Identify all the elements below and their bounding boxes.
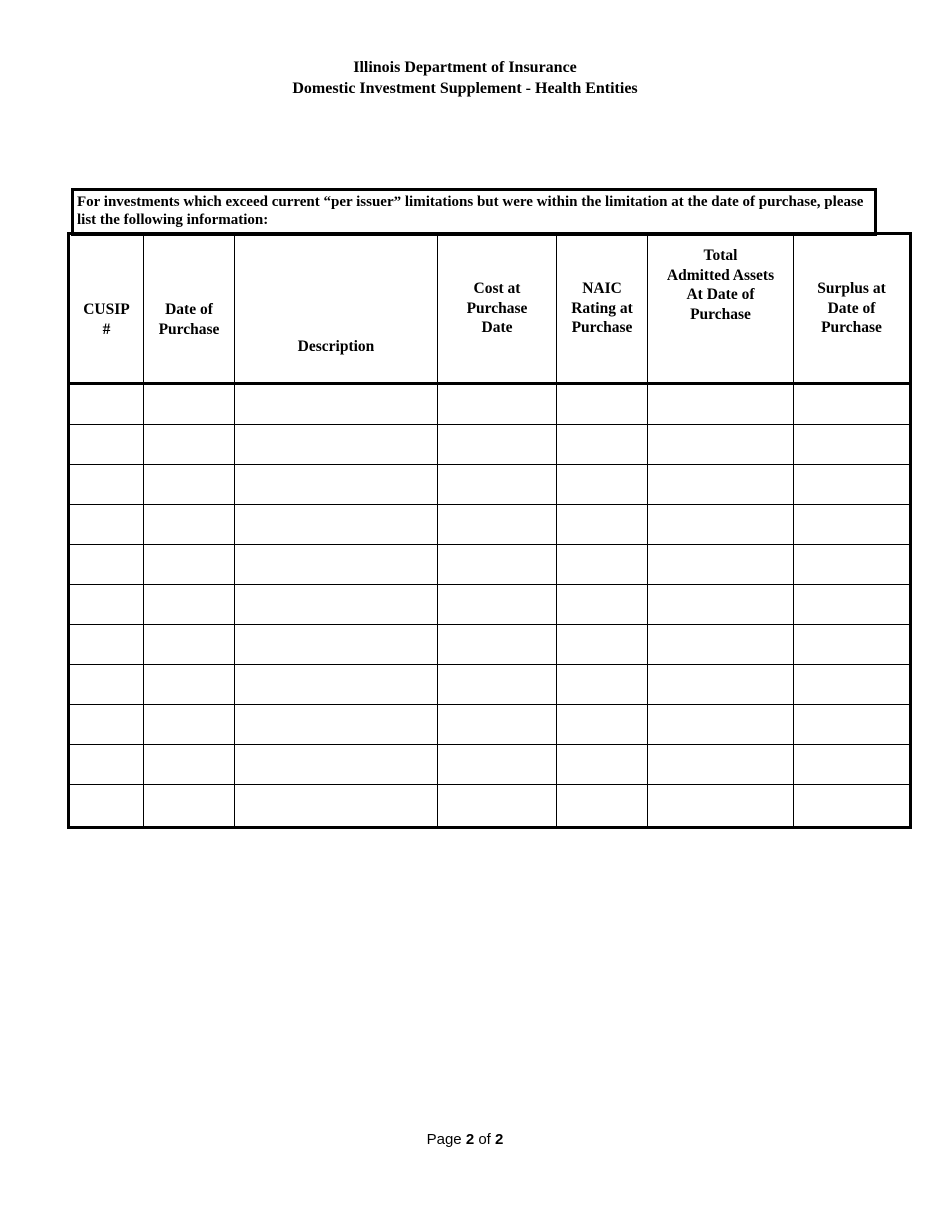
column-header-cusip: CUSIP # <box>69 234 144 384</box>
table-cell[interactable] <box>557 505 648 545</box>
table-cell[interactable] <box>144 384 235 425</box>
table-cell[interactable] <box>557 625 648 665</box>
table-row <box>69 425 911 465</box>
table-row <box>69 465 911 505</box>
table-cell[interactable] <box>794 425 911 465</box>
table-cell[interactable] <box>69 745 144 785</box>
table-cell[interactable] <box>557 585 648 625</box>
table-cell[interactable] <box>794 505 911 545</box>
department-title: Illinois Department of Insurance <box>353 59 577 76</box>
table-cell[interactable] <box>144 425 235 465</box>
table-cell[interactable] <box>648 384 794 425</box>
table-body <box>69 384 911 828</box>
table-cell[interactable] <box>794 665 911 705</box>
table-cell[interactable] <box>69 505 144 545</box>
table-cell[interactable] <box>794 585 911 625</box>
column-header-surplus: Surplus at Date of Purchase <box>794 234 911 384</box>
table-cell[interactable] <box>557 465 648 505</box>
table-row <box>69 745 911 785</box>
table-cell[interactable] <box>438 705 557 745</box>
table-cell[interactable] <box>235 705 438 745</box>
table-cell[interactable] <box>69 384 144 425</box>
table-cell[interactable] <box>69 625 144 665</box>
column-header-naic-rating: NAIC Rating at Purchase <box>557 234 648 384</box>
table-row <box>69 705 911 745</box>
current-page: 2 <box>465 1131 475 1148</box>
table-row <box>69 625 911 665</box>
table-cell[interactable] <box>794 745 911 785</box>
table-cell[interactable] <box>438 665 557 705</box>
table-cell[interactable] <box>648 425 794 465</box>
table-cell[interactable] <box>557 425 648 465</box>
table-cell[interactable] <box>438 585 557 625</box>
table-cell[interactable] <box>648 465 794 505</box>
table-cell[interactable] <box>794 625 911 665</box>
table-cell[interactable] <box>235 425 438 465</box>
table-cell[interactable] <box>144 705 235 745</box>
table-row <box>69 505 911 545</box>
table-cell[interactable] <box>235 585 438 625</box>
table-cell[interactable] <box>648 665 794 705</box>
table-cell[interactable] <box>557 785 648 828</box>
table-cell[interactable] <box>648 745 794 785</box>
table-cell[interactable] <box>235 625 438 665</box>
table-cell[interactable] <box>235 384 438 425</box>
table-cell[interactable] <box>69 785 144 828</box>
document-header <box>0 57 930 99</box>
table-cell[interactable] <box>69 585 144 625</box>
table-cell[interactable] <box>69 545 144 585</box>
table-cell[interactable] <box>648 785 794 828</box>
table-cell[interactable] <box>648 625 794 665</box>
table-cell[interactable] <box>144 545 235 585</box>
table-cell[interactable] <box>557 384 648 425</box>
table-cell[interactable] <box>648 705 794 745</box>
investment-table <box>67 232 912 829</box>
table-cell[interactable] <box>438 384 557 425</box>
table-cell[interactable] <box>794 705 911 745</box>
page-number: Page 2 of 2 <box>426 1131 504 1148</box>
column-header-date-of-purchase: Date of Purchase <box>144 234 235 384</box>
table-cell[interactable] <box>438 785 557 828</box>
table-cell[interactable] <box>438 745 557 785</box>
table-cell[interactable] <box>794 545 911 585</box>
total-pages: 2 <box>495 1131 504 1148</box>
table-cell[interactable] <box>648 545 794 585</box>
table-cell[interactable] <box>144 585 235 625</box>
table-cell[interactable] <box>794 785 911 828</box>
form-title: Domestic Investment Supplement - Health Entities <box>292 80 638 97</box>
instructions-box: For investments which exceed current “per issuer” limitations but were within the limitation at the date of purchase, please list the following information: <box>71 188 877 236</box>
table-cell[interactable] <box>144 785 235 828</box>
table-cell[interactable] <box>557 705 648 745</box>
table-row <box>69 585 911 625</box>
table-cell[interactable] <box>557 665 648 705</box>
table-cell[interactable] <box>235 665 438 705</box>
table-cell[interactable] <box>69 425 144 465</box>
table-cell[interactable] <box>438 425 557 465</box>
table-cell[interactable] <box>438 625 557 665</box>
table-cell[interactable] <box>69 705 144 745</box>
table-cell[interactable] <box>235 745 438 785</box>
table-cell[interactable] <box>557 545 648 585</box>
table-cell[interactable] <box>235 785 438 828</box>
table-row <box>69 785 911 828</box>
column-header-description: Description <box>235 234 438 384</box>
table-row <box>69 384 911 425</box>
table-cell[interactable] <box>235 465 438 505</box>
table-cell[interactable] <box>144 665 235 705</box>
table-cell[interactable] <box>144 465 235 505</box>
table-cell[interactable] <box>438 545 557 585</box>
table-cell[interactable] <box>794 384 911 425</box>
table-cell[interactable] <box>144 505 235 545</box>
table-cell[interactable] <box>648 505 794 545</box>
table-cell[interactable] <box>794 465 911 505</box>
table-cell[interactable] <box>648 585 794 625</box>
column-header-total-admitted-assets: Total Admitted Assets At Date of Purchase <box>648 234 794 384</box>
table-cell[interactable] <box>235 545 438 585</box>
table-cell[interactable] <box>144 745 235 785</box>
table-cell[interactable] <box>69 465 144 505</box>
table-cell[interactable] <box>438 505 557 545</box>
column-header-cost: Cost at Purchase Date <box>438 234 557 384</box>
table-cell[interactable] <box>235 505 438 545</box>
table-cell[interactable] <box>438 465 557 505</box>
table-cell[interactable] <box>144 625 235 665</box>
table-row <box>69 665 911 705</box>
table-cell[interactable] <box>69 665 144 705</box>
table-cell[interactable] <box>557 745 648 785</box>
table-header-row <box>69 234 911 384</box>
table-row <box>69 545 911 585</box>
